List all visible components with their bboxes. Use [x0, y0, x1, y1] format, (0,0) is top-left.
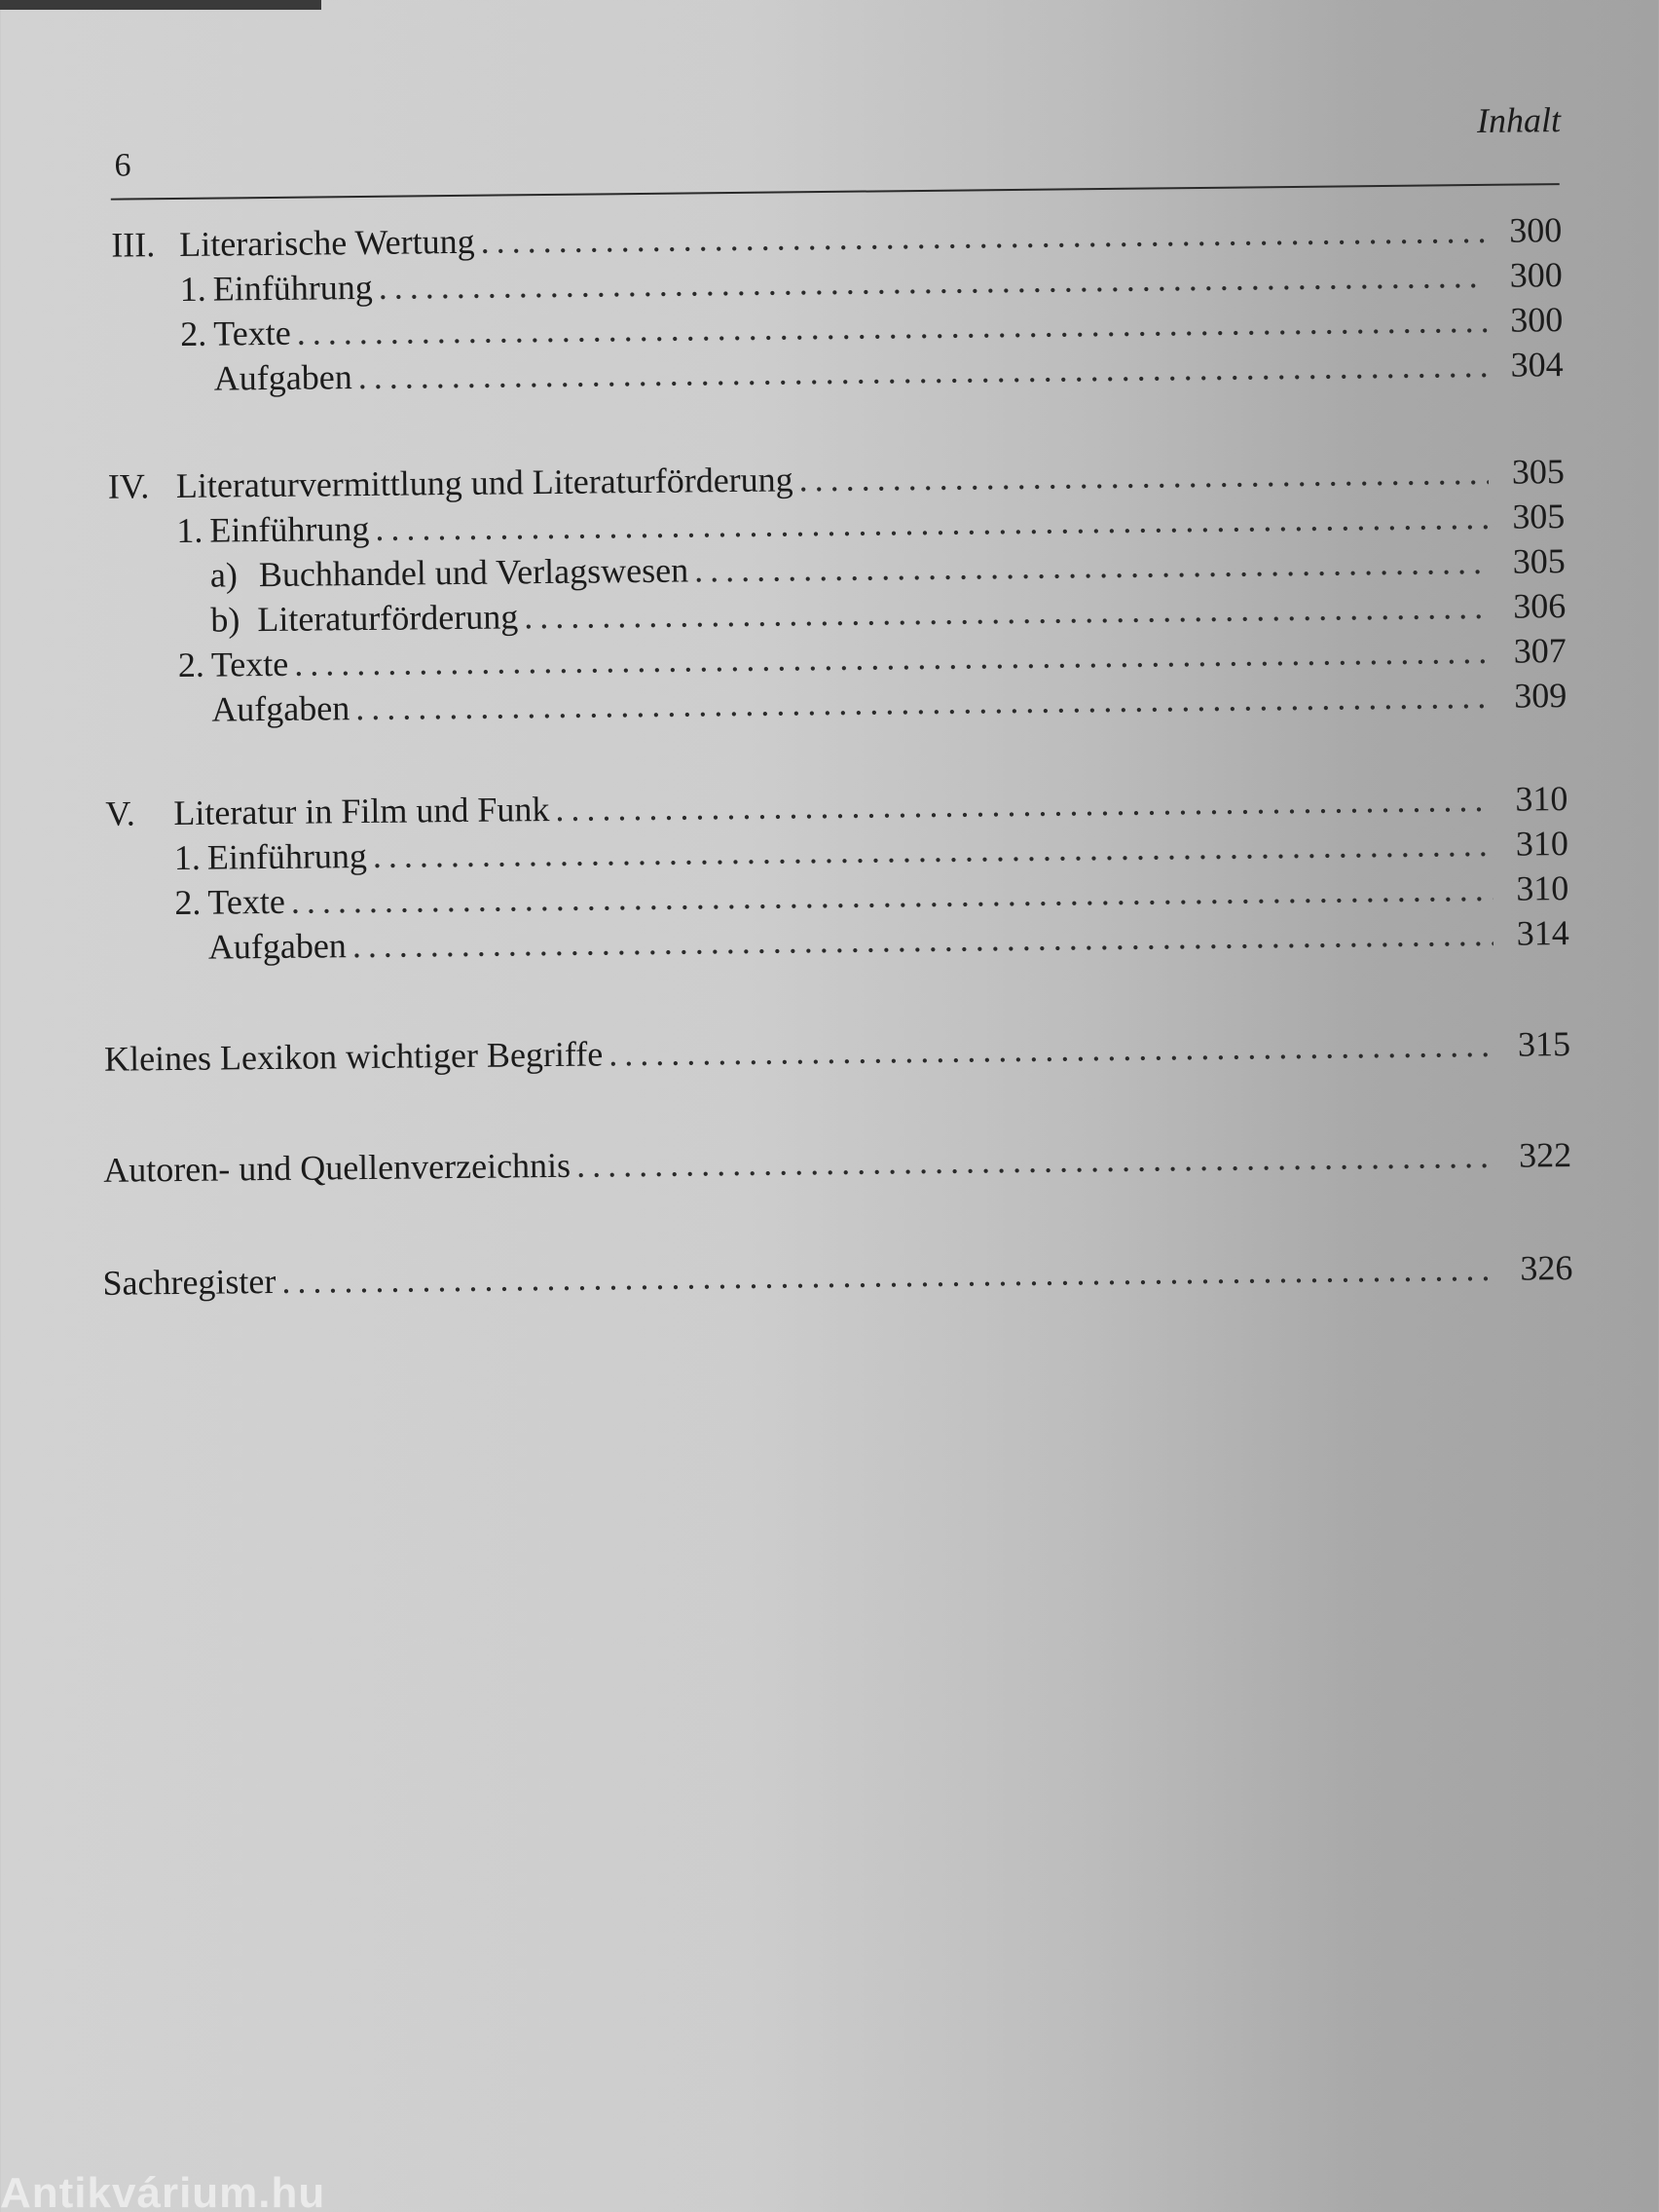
toc-entry-number: IV.	[107, 466, 150, 506]
toc-entry-number: 1.	[176, 510, 203, 550]
dot-leader	[608, 1023, 1494, 1076]
toc-entry-number: V.	[105, 793, 135, 833]
toc-entry-page: 300	[1509, 300, 1564, 340]
toc-entry-label: Aufgaben	[213, 357, 352, 398]
dot-leader	[555, 778, 1492, 830]
toc-entry-page: 305	[1511, 452, 1566, 492]
toc-entry-label: Buchhandel und Verlagswesen	[258, 550, 689, 595]
toc-entry-page: 310	[1516, 868, 1569, 908]
toc-entry-number: 2.	[180, 313, 207, 353]
toc-entry-label: Einführung	[209, 508, 370, 550]
toc-entry-label: Sachregister	[102, 1261, 276, 1303]
toc-entry-number: 1.	[173, 837, 202, 878]
dot-leader	[798, 451, 1489, 500]
toc-entry-lexikon	[104, 1022, 1570, 1081]
toc-entry-label: Texte	[210, 644, 289, 684]
toc-entry-label: Autoren- und Quellenverzeichnis	[103, 1145, 571, 1190]
dot-leader	[281, 1247, 1496, 1303]
toc-entry-number: b)	[210, 600, 240, 640]
dot-leader	[352, 912, 1493, 967]
toc-entry-label: Literaturvermittlung und Literaturförderung	[175, 460, 793, 505]
toc-entry-number: 2.	[174, 882, 202, 923]
toc-entry-page: 305	[1512, 541, 1567, 581]
toc-entry-number: 2.	[177, 645, 205, 684]
toc-entry-page: 310	[1515, 779, 1568, 819]
dot-leader	[357, 344, 1487, 398]
toc-entry-label: Literatur in Film und Funk	[173, 790, 550, 833]
toc-entry-page: 322	[1518, 1135, 1572, 1175]
toc-entry-label: Literarische Wertung	[179, 221, 475, 264]
toc-entry-page: 300	[1509, 210, 1563, 250]
toc-entry-label: Einführung	[212, 267, 373, 309]
toc-entry-page: 309	[1514, 676, 1567, 716]
toc-entry-label: Aufgaben	[207, 926, 348, 967]
toc-entry-page: 314	[1516, 913, 1570, 953]
toc-entry-label: Texte	[213, 313, 291, 353]
toc-entry-page: 315	[1517, 1024, 1571, 1064]
toc-entry-page: 307	[1513, 631, 1567, 671]
page-number: 6	[114, 147, 131, 184]
toc-entry-page: 310	[1515, 824, 1569, 864]
toc-entry-number: 1.	[179, 269, 206, 309]
dot-leader	[694, 540, 1490, 592]
toc-entry-page: 305	[1512, 497, 1566, 536]
dot-leader	[355, 675, 1491, 729]
watermark: Antikvárium.hu	[0, 2169, 326, 2212]
dot-leader	[576, 1134, 1496, 1187]
header-rule	[111, 183, 1560, 201]
toc-entry-page: 300	[1509, 255, 1563, 295]
toc-entry-subject-index	[102, 1246, 1572, 1305]
toc-entry-page: 326	[1520, 1248, 1573, 1288]
toc-entry-number: III.	[111, 225, 156, 265]
dot-leader	[524, 585, 1491, 638]
toc-entry-label: Aufgaben	[211, 688, 350, 729]
toc-entry-label: Texte	[207, 881, 286, 922]
toc-entry-page: 304	[1510, 345, 1564, 385]
toc-entry-label: Kleines Lexikon wichtiger Begriffe	[103, 1034, 604, 1079]
toc-entry-page: 306	[1513, 586, 1567, 626]
running-head: Inhalt	[1476, 100, 1562, 140]
toc-entry-label: Einführung	[206, 835, 368, 877]
toc-entry-number: a)	[209, 555, 239, 595]
toc-entry-author-index	[103, 1133, 1571, 1192]
toc-entry-label: Literaturförderung	[257, 597, 519, 640]
dot-leader	[480, 209, 1486, 263]
